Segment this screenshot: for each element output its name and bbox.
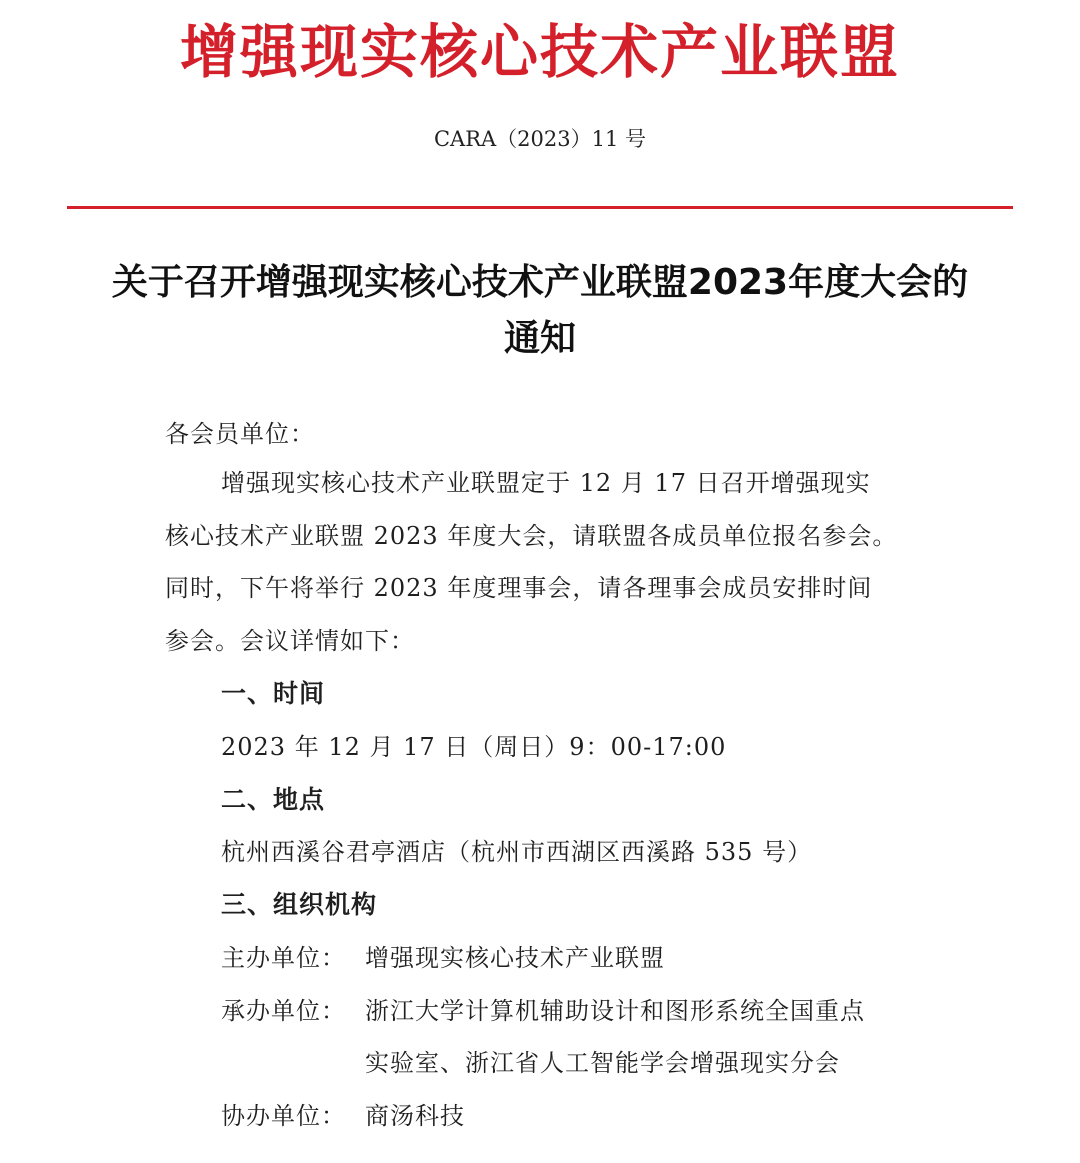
red-divider-line [67,206,1013,209]
section-heading-location: 二、地点 [221,785,326,814]
document-number: CARA（2023）11 号 [433,127,647,151]
body-paragraph-line-1: 增强现实核心技术产业联盟定于 12 月 17 日召开增强现实 [221,469,871,497]
organizer-label: 承办单位： [221,997,346,1025]
body-paragraph-line-2: 核心技术产业联盟 2023 年度大会，请联盟各成员单位报名参会。 [165,522,898,550]
organizer-value-line-2: 实验室、浙江省人工智能学会增强现实分会 [365,1049,840,1077]
org-header-title: 增强现实核心技术产业联盟 [179,18,900,86]
notice-title-line-2: 通知 [503,318,576,359]
notice-title [60,255,1020,367]
salutation: 各会员单位： [165,420,315,448]
organizer-value-line-1: 浙江大学计算机辅助设计和图形系统全国重点 [365,997,865,1025]
location-content: 杭州西溪谷君亭酒店（杭州市西湖区西溪路 535 号） [221,838,813,866]
section-heading-time: 一、时间 [221,679,326,708]
body-paragraph-line-4: 参会。会议详情如下： [165,627,415,655]
host-value: 增强现实核心技术产业联盟 [365,944,665,972]
host-label: 主办单位： [221,944,346,972]
co-organizer-value: 商汤科技 [365,1102,465,1130]
co-organizer-label: 协办单位： [221,1102,346,1130]
section-heading-organization: 三、组织机构 [221,890,378,919]
body-paragraph-line-3: 同时，下午将举行 2023 年度理事会，请各理事会成员安排时间 [165,574,873,602]
notice-title-line-1: 关于召开增强现实核心技术产业联盟2023年度大会的 [111,262,969,303]
time-content: 2023 年 12 月 17 日（周日）9：00-17:00 [221,733,727,761]
